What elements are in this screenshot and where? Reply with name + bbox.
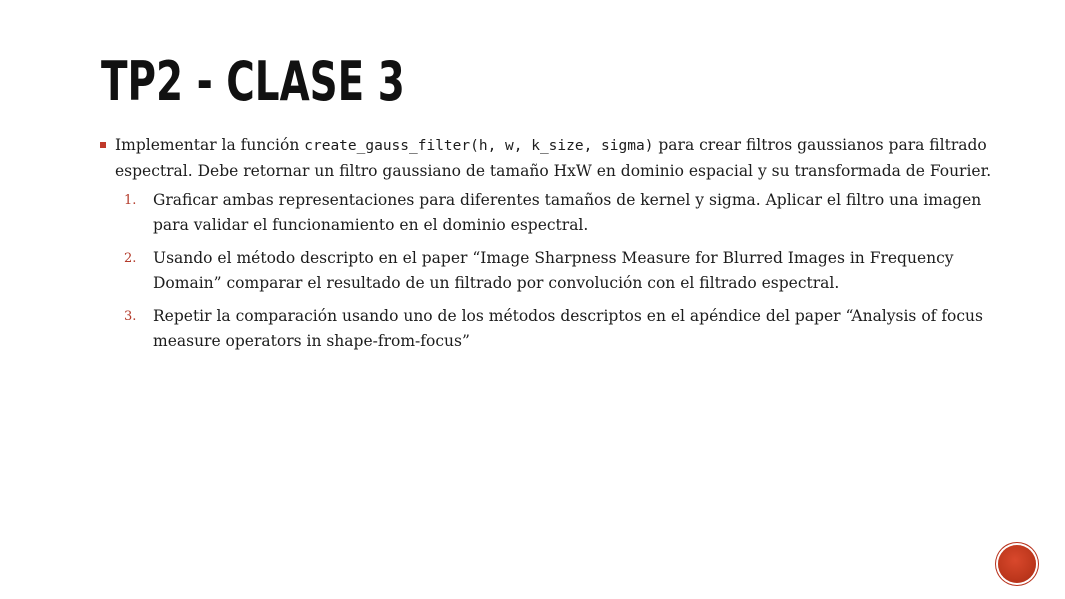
main-bullet <box>100 133 1000 184</box>
step-text: Usando el método descripto en el paper “Image Sharpness Measure for Blurred Images in Frequency Domain” comparar el resultado de un filtrado por convolución con el filtrado espectral. <box>153 249 954 292</box>
steps-list <box>100 188 1000 354</box>
circle-button-icon[interactable] <box>998 545 1036 583</box>
slide-title: TP2 - CLASE 3 <box>101 50 405 113</box>
step-number: 3. <box>124 309 137 324</box>
step-text: Graficar ambas representaciones para diferentes tamaños de kernel y sigma. Aplicar el filtro una imagen para validar el funcionamiento en el dominio espectral. <box>153 191 982 234</box>
function-signature: create_gauss_filter(h, w, k_size, sigma) <box>304 138 654 154</box>
bullet-text-after: para crear filtros gaussianos para filtrado espectral. Debe retornar un filtro gaussiano de tamaño HxW en dominio espacial y su transformada de Fourier. <box>115 136 992 180</box>
bullet-text-before: Implementar la función <box>115 136 305 154</box>
list-item <box>100 304 1000 354</box>
list-item <box>100 246 1000 296</box>
step-text: Repetir la comparación usando uno de los métodos descriptos en el apéndice del paper “Analysis of focus measure operators in shape-from-focus” <box>153 307 983 350</box>
step-number: 1. <box>124 193 137 208</box>
step-number: 2. <box>124 251 137 266</box>
slide-content <box>100 133 1000 362</box>
square-bullet-icon <box>100 142 106 148</box>
list-item <box>100 188 1000 238</box>
